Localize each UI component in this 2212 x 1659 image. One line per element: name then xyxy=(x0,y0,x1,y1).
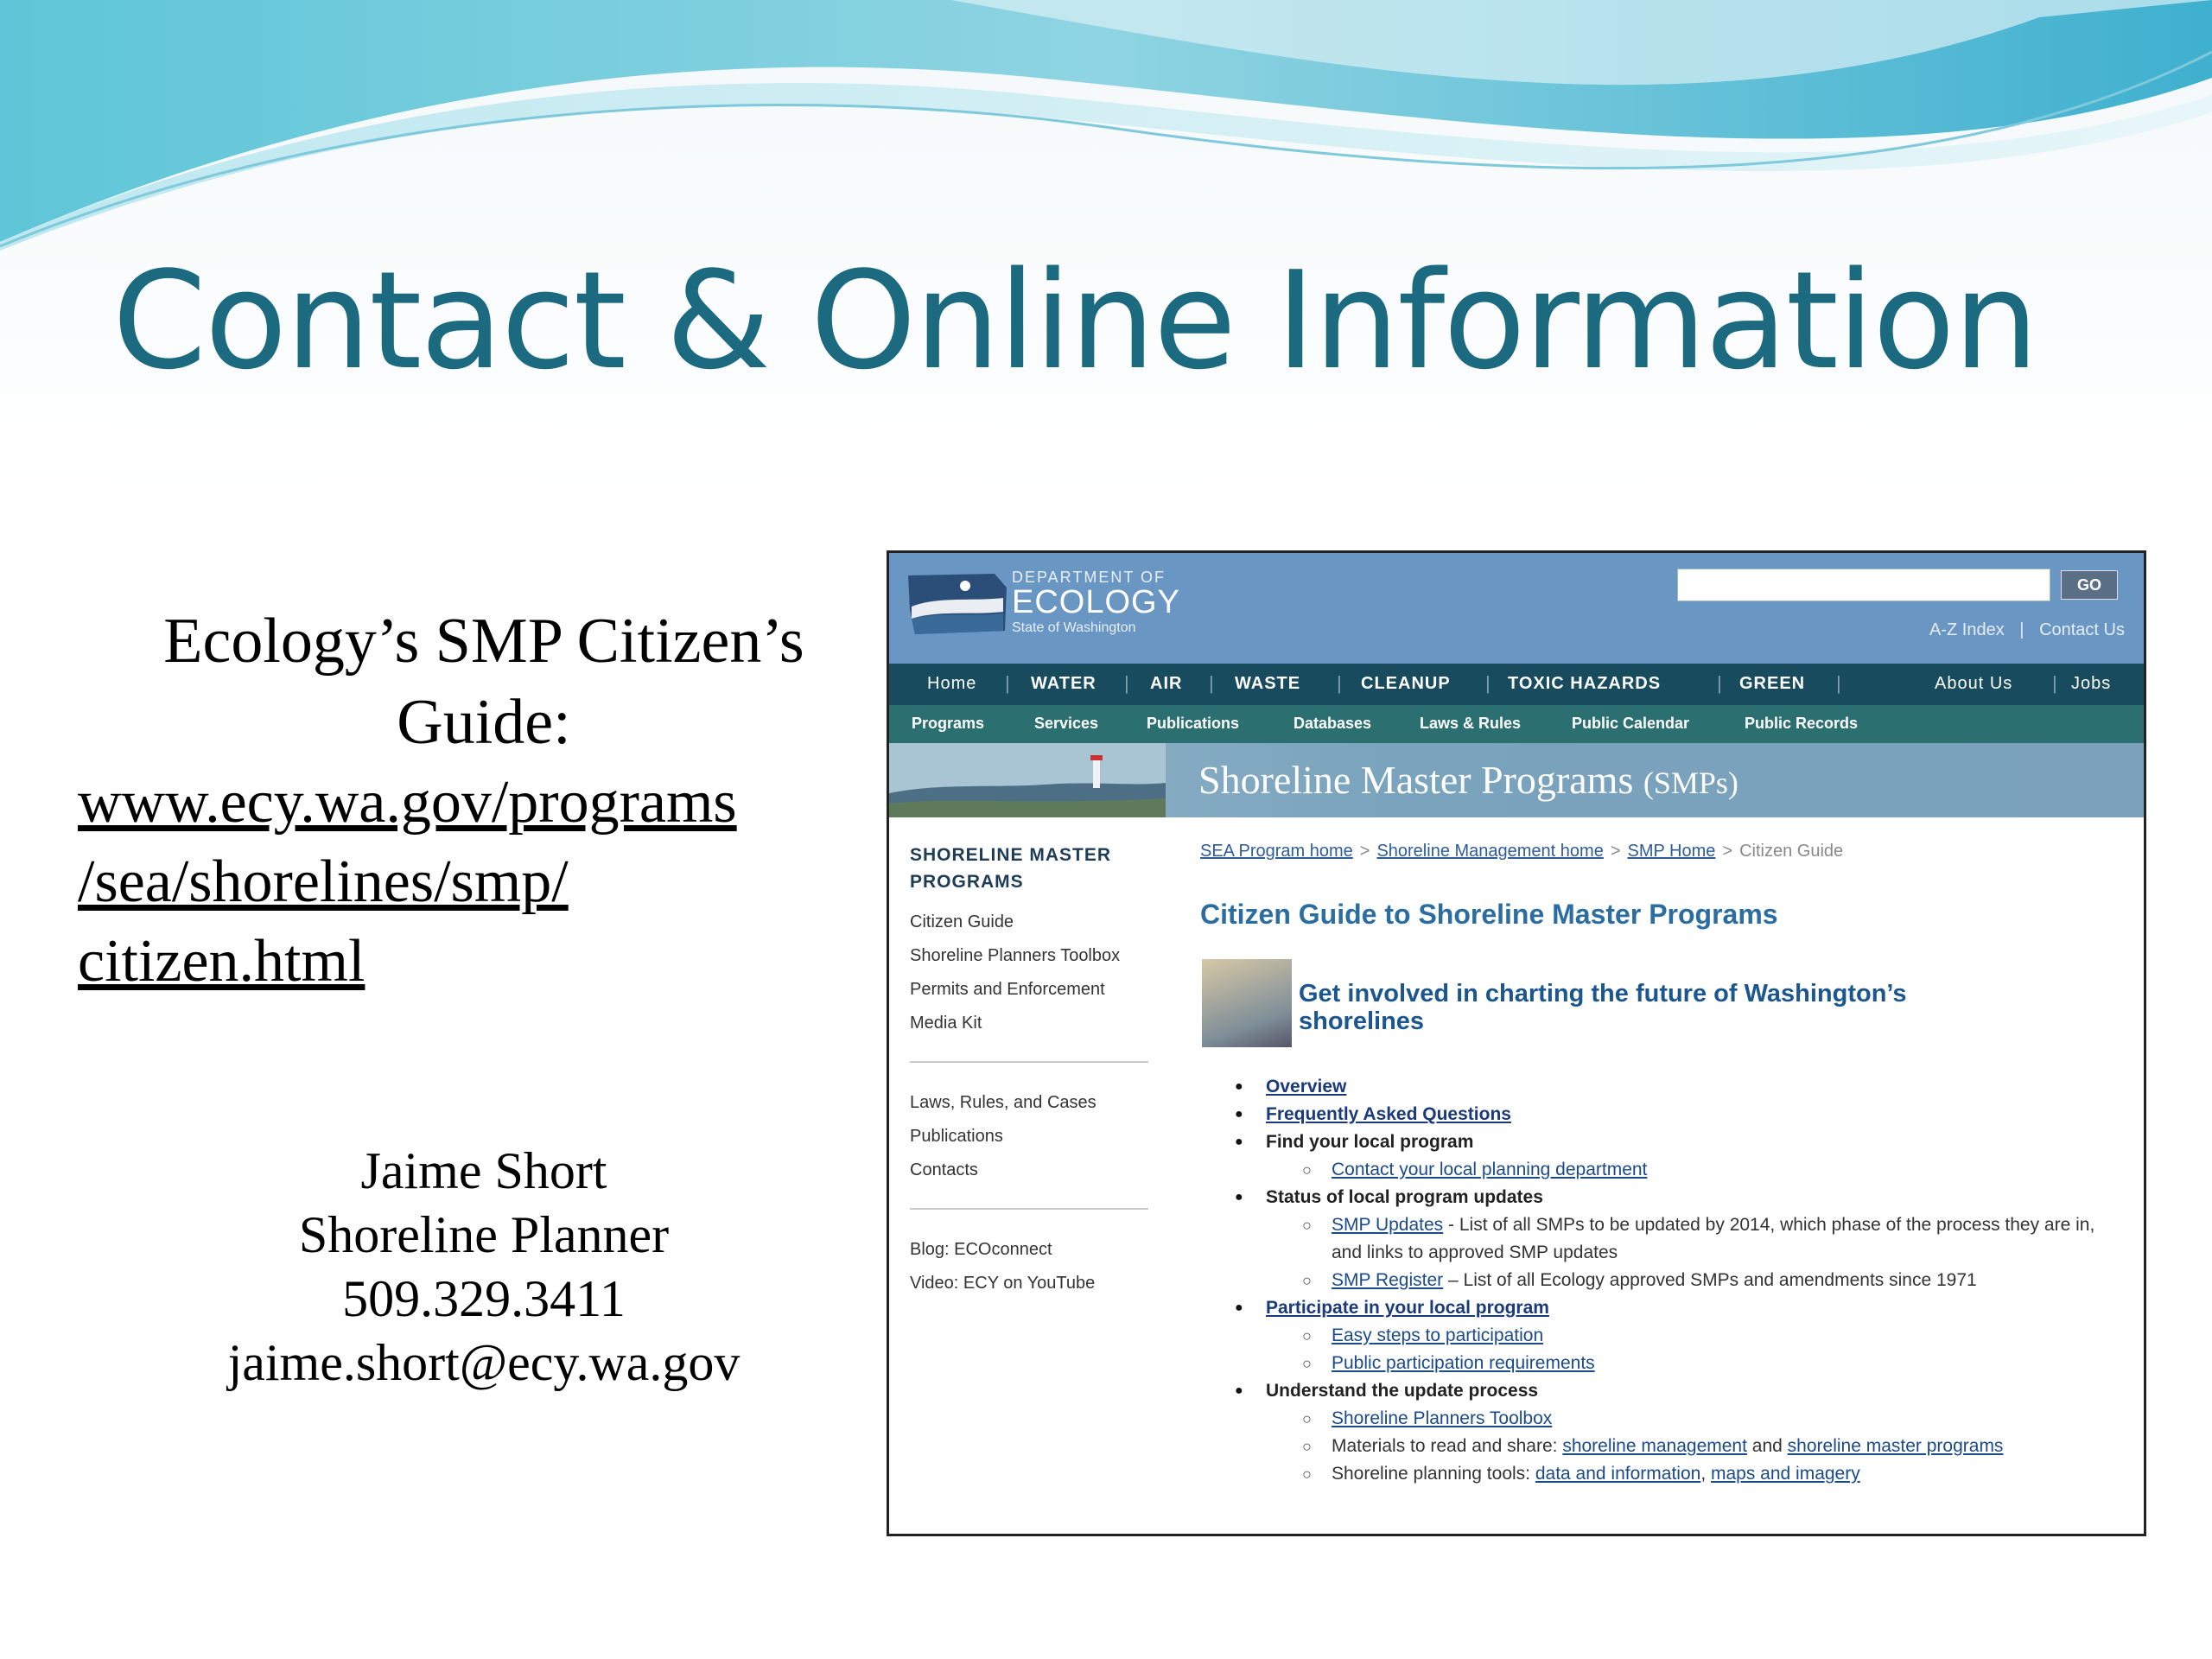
contact-role: Shoreline Planner xyxy=(298,1206,670,1263)
sidebar-item-video[interactable]: Video: ECY on YouTube xyxy=(910,1274,1096,1293)
breadcrumb xyxy=(1200,842,1843,861)
list-subitem xyxy=(1235,1350,2116,1377)
contact-name: Jaime Short xyxy=(360,1142,607,1199)
breadcrumb-shoreline-home[interactable]: Shoreline Management home xyxy=(1376,842,1604,861)
sidebar-item-contacts[interactable]: Contacts xyxy=(910,1160,978,1179)
guide-outline-list xyxy=(1235,1073,2116,1488)
faq-link[interactable]: Frequently Asked Questions xyxy=(1266,1104,1511,1124)
nav-separator: | xyxy=(1485,672,1491,694)
easy-steps-link[interactable]: Easy steps to participation xyxy=(1332,1325,1544,1345)
page-subheading: Get involved in charting the future of Washington’s shorelines xyxy=(1299,980,1907,1035)
citizens-photo-image xyxy=(1202,959,1292,1047)
list-item xyxy=(1235,1294,2116,1322)
subnav-laws-rules[interactable]: Laws & Rules xyxy=(1420,715,1522,732)
sidebar-item-laws-rules-cases[interactable]: Laws, Rules, and Cases xyxy=(910,1093,1096,1112)
contact-us-link[interactable]: Contact Us xyxy=(2039,620,2125,639)
sidebar-divider xyxy=(910,1061,1148,1063)
sub-nav xyxy=(889,705,2144,743)
shoreline-photo-image xyxy=(889,743,1166,817)
nav-waste[interactable]: WASTE xyxy=(1235,674,1301,693)
breadcrumb-sea-home[interactable]: SEA Program home xyxy=(1200,842,1353,861)
guide-reference xyxy=(52,601,916,1001)
nav-separator: | xyxy=(1337,672,1342,694)
breadcrumb-separator: > xyxy=(1610,842,1621,861)
banner-title xyxy=(1198,757,1738,803)
list-subitem xyxy=(1235,1211,2116,1267)
nav-home[interactable]: Home xyxy=(927,674,977,693)
list-subitem xyxy=(1235,1433,2116,1460)
smp-register-link[interactable]: SMP Register xyxy=(1332,1270,1444,1290)
util-separator: | xyxy=(2019,620,2024,639)
sidebar-heading-line1: SHORELINE MASTER xyxy=(910,845,1112,865)
public-participation-link[interactable]: Public participation requirements xyxy=(1332,1353,1595,1373)
slide-title: Contact & Online Information xyxy=(112,242,2037,399)
nav-toxic-hazards[interactable]: TOXIC HAZARDS xyxy=(1508,674,1662,693)
main-nav xyxy=(889,664,2144,705)
page-banner xyxy=(889,743,2144,817)
materials-and-text: and xyxy=(1746,1436,1788,1456)
list-subitem xyxy=(1235,1267,2116,1294)
guide-url-line2[interactable]: /sea/shorelines/smp/ xyxy=(78,849,569,915)
banner-title-abbr: (SMPs) xyxy=(1643,766,1738,800)
participate-link[interactable]: Participate in your local program xyxy=(1266,1298,1549,1318)
guide-label-line1: Ecology’s SMP Citizen’s xyxy=(163,606,804,677)
sidebar-item-citizen-guide[interactable]: Citizen Guide xyxy=(910,912,1014,931)
page-heading: Citizen Guide to Shoreline Master Programs xyxy=(1200,899,1778,930)
logo-state-text: State of Washington xyxy=(1012,620,1136,635)
sidebar-item-media-kit[interactable]: Media Kit xyxy=(910,1014,982,1033)
tools-text: Shoreline planning tools: xyxy=(1332,1464,1535,1484)
contact-planning-link[interactable]: Contact your local planning department xyxy=(1332,1160,1648,1179)
nav-separator: | xyxy=(2052,672,2057,694)
sidebar-item-planners-toolbox[interactable]: Shoreline Planners Toolbox xyxy=(910,946,1121,965)
breadcrumb-separator: > xyxy=(1359,842,1370,861)
subnav-services[interactable]: Services xyxy=(1034,715,1099,732)
guide-url-line3[interactable]: citizen.html xyxy=(78,928,365,995)
list-item xyxy=(1235,1101,2116,1128)
decorative-wave-header xyxy=(0,0,2212,259)
search-go-button[interactable]: GO xyxy=(2061,570,2118,600)
subnav-publications[interactable]: Publications xyxy=(1147,715,1240,732)
list-subitem xyxy=(1235,1156,2116,1184)
breadcrumb-separator: > xyxy=(1722,842,1733,861)
contact-phone: 509.329.3411 xyxy=(342,1270,626,1327)
sidebar-heading-line2: PROGRAMS xyxy=(910,872,1024,892)
status-updates-text: Status of local program updates xyxy=(1266,1187,1543,1207)
sidebar-item-blog[interactable]: Blog: ECOconnect xyxy=(910,1240,1052,1259)
utility-links xyxy=(1919,620,2125,640)
site-search-input[interactable] xyxy=(1677,569,2050,601)
contact-email: jaime.short@ecy.wa.gov xyxy=(227,1334,741,1391)
az-index-link[interactable]: A-Z Index xyxy=(1929,620,2005,639)
guide-label-line2: Guide: xyxy=(397,687,571,758)
list-item xyxy=(1235,1377,2116,1405)
nav-air[interactable]: AIR xyxy=(1150,674,1183,693)
nav-about-us[interactable]: About Us xyxy=(1935,674,2013,693)
data-information-link[interactable]: data and information xyxy=(1535,1464,1701,1484)
nav-separator: | xyxy=(1124,672,1129,694)
nav-cleanup[interactable]: CLEANUP xyxy=(1361,674,1451,693)
find-program-text: Find your local program xyxy=(1266,1132,1474,1152)
subnav-databases[interactable]: Databases xyxy=(1294,715,1372,732)
logo-name-text: ECOLOGY xyxy=(1012,584,1180,620)
understand-process-text: Understand the update process xyxy=(1266,1381,1539,1401)
smp-register-description: – List of all Ecology approved SMPs and amendments since 1971 xyxy=(1443,1270,1977,1290)
list-item xyxy=(1235,1184,2116,1211)
subnav-public-calendar[interactable]: Public Calendar xyxy=(1572,715,1690,732)
shoreline-master-programs-link[interactable]: shoreline master programs xyxy=(1787,1436,2004,1456)
logo-dept-text: DEPARTMENT OF xyxy=(1012,569,1166,586)
website-screenshot xyxy=(887,550,2146,1536)
nav-green[interactable]: GREEN xyxy=(1739,674,1806,693)
overview-link[interactable]: Overview xyxy=(1266,1077,1347,1096)
banner-title-text: Shoreline Master Programs xyxy=(1198,758,1634,802)
nav-jobs[interactable]: Jobs xyxy=(2071,674,2112,693)
breadcrumb-smp-home[interactable]: SMP Home xyxy=(1627,842,1716,861)
list-item xyxy=(1235,1128,2116,1156)
planners-toolbox-link[interactable]: Shoreline Planners Toolbox xyxy=(1332,1408,1553,1428)
breadcrumb-current: Citizen Guide xyxy=(1739,842,1844,861)
sidebar-heading xyxy=(910,842,1169,895)
tools-comma: , xyxy=(1700,1464,1711,1484)
subnav-public-records[interactable]: Public Records xyxy=(1745,715,1859,732)
shoreline-management-link[interactable]: shoreline management xyxy=(1562,1436,1747,1456)
list-subitem xyxy=(1235,1460,2116,1488)
maps-imagery-link[interactable]: maps and imagery xyxy=(1710,1464,1860,1484)
sidebar-item-permits[interactable]: Permits and Enforcement xyxy=(910,980,1105,999)
nav-water[interactable]: WATER xyxy=(1031,674,1096,693)
nav-separator: | xyxy=(1717,672,1722,694)
materials-text: Materials to read and share: xyxy=(1332,1436,1563,1456)
smp-updates-description: - List of all SMPs to be updated by 2014, which phase of the process they are in, and links to approved SMP updates xyxy=(1332,1215,2095,1262)
sidebar-item-publications[interactable]: Publications xyxy=(910,1127,1003,1146)
subnav-programs[interactable]: Programs xyxy=(912,715,985,732)
list-item xyxy=(1235,1073,2116,1101)
washington-map-logo-icon[interactable] xyxy=(903,567,1014,643)
contact-info xyxy=(52,1139,916,1395)
guide-url-line1[interactable]: www.ecy.wa.gov/programs xyxy=(78,769,737,836)
left-sidebar xyxy=(910,842,1169,1300)
nav-separator: | xyxy=(1836,672,1841,694)
sidebar-divider xyxy=(910,1208,1148,1210)
nav-separator: | xyxy=(1005,672,1010,694)
site-header xyxy=(889,553,2144,664)
list-subitem xyxy=(1235,1322,2116,1350)
list-subitem xyxy=(1235,1405,2116,1433)
smp-updates-link[interactable]: SMP Updates xyxy=(1332,1215,1444,1235)
nav-separator: | xyxy=(1209,672,1214,694)
